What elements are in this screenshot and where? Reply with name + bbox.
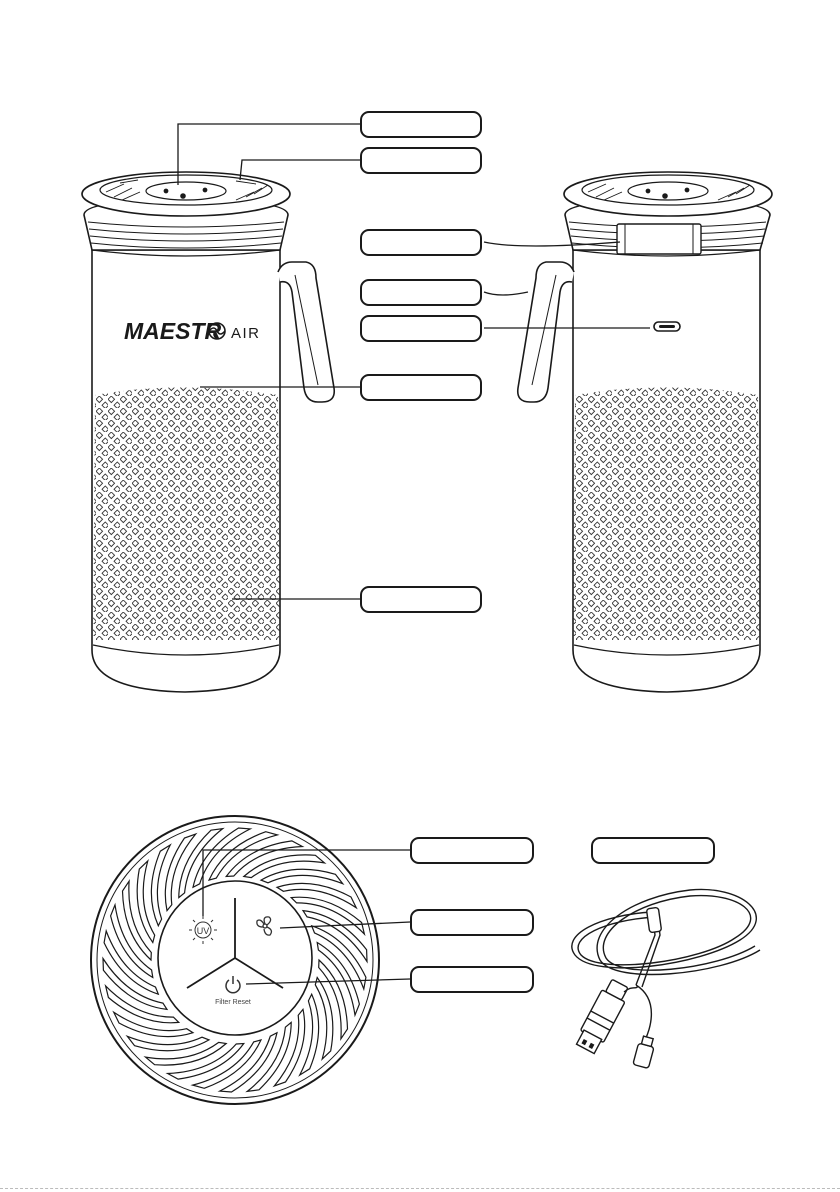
cable-tie xyxy=(646,907,661,932)
callout-body xyxy=(360,374,482,401)
filter-window xyxy=(617,224,701,254)
usb-cable xyxy=(572,889,760,1068)
carry-handle xyxy=(518,262,574,402)
callout-top-controls xyxy=(360,111,482,138)
callout-filter-window xyxy=(360,229,482,256)
callout-usb-c-port xyxy=(360,315,482,342)
micro-usb-connector xyxy=(633,1035,656,1068)
brand-logo-text: MAESTR xyxy=(124,318,222,344)
callout-uv-button xyxy=(410,837,534,864)
carry-handle xyxy=(278,262,334,402)
purifier-front-view xyxy=(82,172,334,692)
callout-handle xyxy=(360,279,482,306)
page-bottom-rule xyxy=(0,1188,840,1189)
uv-label: UV xyxy=(196,926,210,936)
callout-usb-cable xyxy=(591,837,715,864)
air-intake-holes xyxy=(92,380,282,645)
power-button-dot xyxy=(181,194,185,198)
usb-a-connector xyxy=(574,977,632,1055)
callout-power-button xyxy=(410,966,534,993)
callout-air-intake xyxy=(360,586,482,613)
control-panel-top-view xyxy=(91,816,379,1104)
filter-reset-label: Filter Reset xyxy=(215,999,251,1006)
brand-logo-suffix: AIR xyxy=(231,325,261,342)
callout-fan-button xyxy=(410,909,534,936)
air-intake-holes xyxy=(573,380,763,645)
callout-air-outlet xyxy=(360,147,482,174)
purifier-rear-view xyxy=(518,172,772,692)
